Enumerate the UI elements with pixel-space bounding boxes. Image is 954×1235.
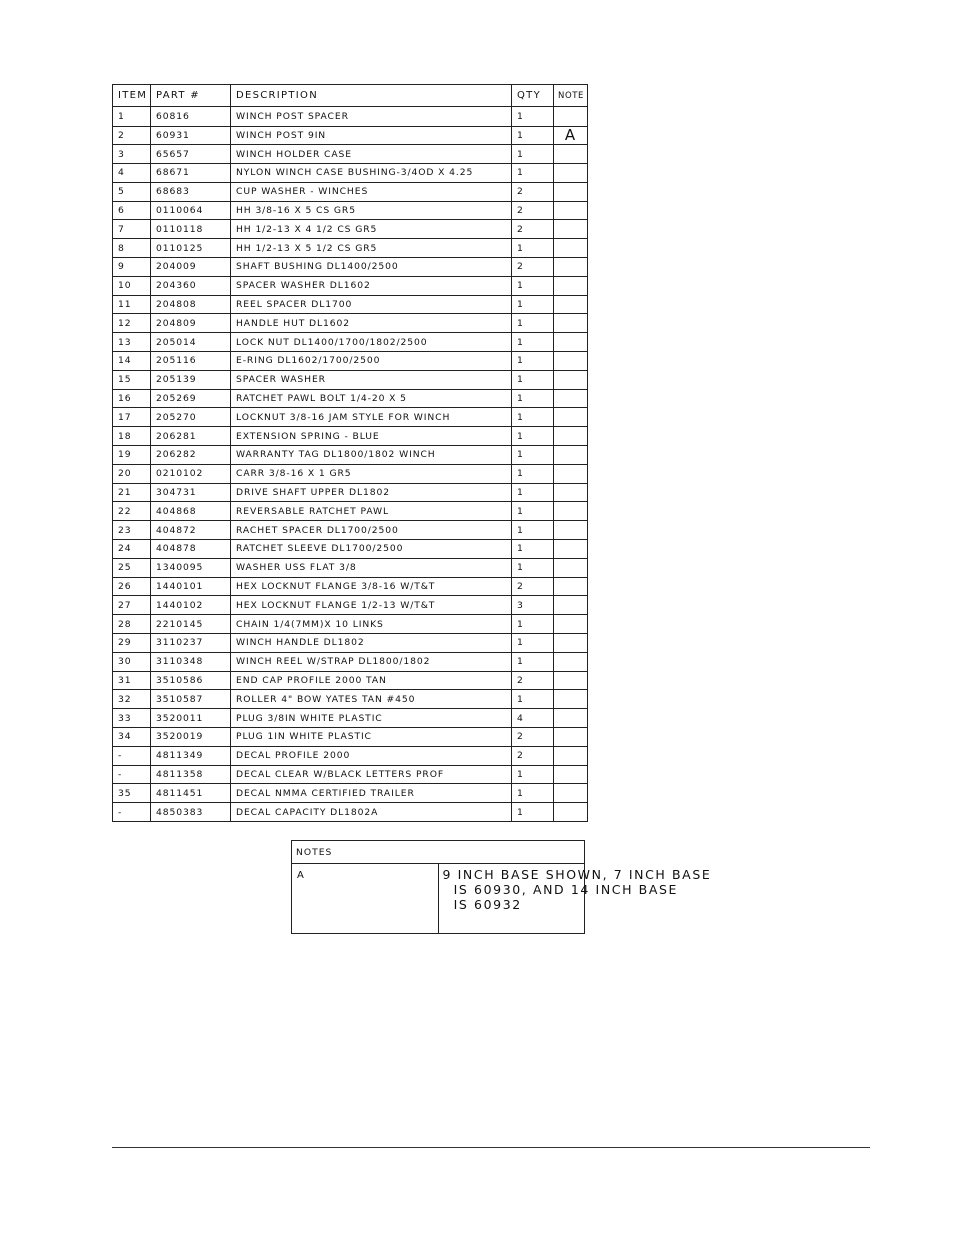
item-cell: 1 [113, 107, 151, 127]
table-row [113, 803, 588, 822]
table-row [113, 333, 588, 352]
part-number-cell: 4811349 [151, 746, 231, 765]
part-number-cell: 3510587 [151, 690, 231, 709]
description-cell: DECAL CAPACITY DL1802A [231, 803, 512, 822]
description-cell: SPACER WASHER [231, 370, 512, 389]
note-cell [554, 408, 588, 427]
qty-cell: 1 [512, 690, 554, 709]
part-number-cell: 205269 [151, 389, 231, 408]
table-row [113, 314, 588, 333]
part-number-cell: 404868 [151, 502, 231, 521]
description-cell: HANDLE HUT DL1602 [231, 314, 512, 333]
item-cell: - [113, 746, 151, 765]
table-row [113, 164, 588, 183]
qty-cell: 2 [512, 728, 554, 747]
description-cell: REVERSABLE RATCHET PAWL [231, 502, 512, 521]
description-cell: END CAP PROFILE 2000 TAN [231, 671, 512, 690]
part-number-cell: 404878 [151, 540, 231, 559]
note-cell [554, 652, 588, 671]
item-cell: 26 [113, 577, 151, 596]
table-row [113, 126, 588, 145]
item-cell: 25 [113, 558, 151, 577]
description-cell: RATCHET SLEEVE DL1700/2500 [231, 540, 512, 559]
item-cell: 19 [113, 446, 151, 465]
header-qty: QTY [512, 85, 554, 107]
table-row [113, 389, 588, 408]
table-row [113, 408, 588, 427]
note-cell [554, 483, 588, 502]
item-cell: 30 [113, 652, 151, 671]
table-row [113, 239, 588, 258]
note-cell [554, 464, 588, 483]
note-cell [554, 784, 588, 803]
part-number-cell: 65657 [151, 145, 231, 164]
table-row [113, 746, 588, 765]
part-number-cell: 4811451 [151, 784, 231, 803]
description-cell: WARRANTY TAG DL1800/1802 WINCH [231, 446, 512, 465]
qty-cell: 1 [512, 164, 554, 183]
item-cell: 8 [113, 239, 151, 258]
description-cell: HH 1/2-13 X 5 1/2 CS GR5 [231, 239, 512, 258]
note-cell [554, 389, 588, 408]
item-cell: 20 [113, 464, 151, 483]
table-row [113, 107, 588, 127]
description-cell: E-RING DL1602/1700/2500 [231, 352, 512, 371]
item-cell: 6 [113, 201, 151, 220]
qty-cell: 1 [512, 107, 554, 127]
table-row [113, 295, 588, 314]
part-number-cell: 1340095 [151, 558, 231, 577]
part-number-cell: 4811358 [151, 765, 231, 784]
note-cell [554, 201, 588, 220]
part-number-cell: 205270 [151, 408, 231, 427]
qty-cell: 2 [512, 746, 554, 765]
table-row [113, 596, 588, 615]
part-number-cell: 68683 [151, 182, 231, 201]
item-cell: 27 [113, 596, 151, 615]
description-cell: DECAL CLEAR W/BLACK LETTERS PROF [231, 765, 512, 784]
note-text: 9 INCH BASE SHOWN, 7 INCH BASE IS 60930, AND 14 INCH BASE IS 60932 [438, 864, 585, 934]
item-cell: 4 [113, 164, 151, 183]
item-cell: - [113, 803, 151, 822]
qty-cell: 1 [512, 540, 554, 559]
description-cell: DECAL NMMA CERTIFIED TRAILER [231, 784, 512, 803]
table-row [113, 540, 588, 559]
part-number-cell: 68671 [151, 164, 231, 183]
description-cell: EXTENSION SPRING - BLUE [231, 427, 512, 446]
part-number-cell: 3520011 [151, 709, 231, 728]
qty-cell: 1 [512, 803, 554, 822]
note-cell [554, 370, 588, 389]
item-cell: 10 [113, 276, 151, 295]
note-cell [554, 239, 588, 258]
part-number-cell: 60931 [151, 126, 231, 145]
description-cell: WINCH POST SPACER [231, 107, 512, 127]
description-cell: CUP WASHER - WINCHES [231, 182, 512, 201]
description-cell: PLUG 1IN WHITE PLASTIC [231, 728, 512, 747]
note-cell [554, 671, 588, 690]
table-row [113, 634, 588, 653]
qty-cell: 1 [512, 314, 554, 333]
note-row [292, 864, 585, 934]
item-cell: 35 [113, 784, 151, 803]
description-cell: SHAFT BUSHING DL1400/2500 [231, 258, 512, 277]
note-cell [554, 446, 588, 465]
notes-table [291, 840, 712, 934]
description-cell: HEX LOCKNUT FLANGE 3/8-16 W/T&T [231, 577, 512, 596]
part-number-cell: 0110064 [151, 201, 231, 220]
note-key: A [292, 864, 439, 934]
item-cell: 18 [113, 427, 151, 446]
qty-cell: 1 [512, 502, 554, 521]
description-cell: WINCH HOLDER CASE [231, 145, 512, 164]
parts-list-table [112, 84, 588, 822]
qty-cell: 1 [512, 784, 554, 803]
note-cell [554, 182, 588, 201]
part-number-cell: 205116 [151, 352, 231, 371]
table-row [113, 652, 588, 671]
item-cell: 29 [113, 634, 151, 653]
part-number-cell: 204360 [151, 276, 231, 295]
note-cell [554, 145, 588, 164]
part-number-cell: 205139 [151, 370, 231, 389]
part-number-cell: 204808 [151, 295, 231, 314]
description-cell: HEX LOCKNUT FLANGE 1/2-13 W/T&T [231, 596, 512, 615]
table-row [113, 615, 588, 634]
item-cell: 31 [113, 671, 151, 690]
qty-cell: 1 [512, 126, 554, 145]
part-number-cell: 304731 [151, 483, 231, 502]
part-number-cell: 204009 [151, 258, 231, 277]
item-cell: 17 [113, 408, 151, 427]
table-row [113, 220, 588, 239]
qty-cell: 1 [512, 558, 554, 577]
part-number-cell: 2210145 [151, 615, 231, 634]
note-cell [554, 596, 588, 615]
note-cell [554, 164, 588, 183]
note-cell [554, 709, 588, 728]
table-row [113, 521, 588, 540]
description-cell: CARR 3/8-16 X 1 GR5 [231, 464, 512, 483]
header-note: NOTE [554, 85, 588, 107]
qty-cell: 2 [512, 671, 554, 690]
table-row [113, 709, 588, 728]
qty-cell: 1 [512, 333, 554, 352]
note-cell [554, 765, 588, 784]
description-cell: LOCKNUT 3/8-16 JAM STYLE FOR WINCH [231, 408, 512, 427]
table-row [113, 276, 588, 295]
qty-cell: 1 [512, 427, 554, 446]
note-cell [554, 558, 588, 577]
item-cell: 12 [113, 314, 151, 333]
part-number-cell: 206281 [151, 427, 231, 446]
item-cell: 11 [113, 295, 151, 314]
note-cell: A [554, 126, 588, 145]
notes-header: NOTES [292, 841, 585, 864]
header-item: ITEM [113, 85, 151, 107]
parts-table-header-row [113, 85, 588, 107]
qty-cell: 1 [512, 521, 554, 540]
item-cell: 32 [113, 690, 151, 709]
note-cell [554, 258, 588, 277]
qty-cell: 1 [512, 652, 554, 671]
note-cell [554, 314, 588, 333]
table-row [113, 502, 588, 521]
description-cell: NYLON WINCH CASE BUSHING-3/4OD X 4.25 [231, 164, 512, 183]
description-cell: WINCH POST 9IN [231, 126, 512, 145]
qty-cell: 1 [512, 446, 554, 465]
qty-cell: 1 [512, 276, 554, 295]
description-cell: SPACER WASHER DL1602 [231, 276, 512, 295]
table-row [113, 182, 588, 201]
part-number-cell: 206282 [151, 446, 231, 465]
table-row [113, 352, 588, 371]
item-cell: 16 [113, 389, 151, 408]
qty-cell: 2 [512, 220, 554, 239]
item-cell: 7 [113, 220, 151, 239]
description-cell: HH 1/2-13 X 4 1/2 CS GR5 [231, 220, 512, 239]
description-cell: WINCH REEL W/STRAP DL1800/1802 [231, 652, 512, 671]
note-cell [554, 803, 588, 822]
part-number-cell: 60816 [151, 107, 231, 127]
description-cell: WINCH HANDLE DL1802 [231, 634, 512, 653]
qty-cell: 1 [512, 352, 554, 371]
description-cell: REEL SPACER DL1700 [231, 295, 512, 314]
qty-cell: 1 [512, 483, 554, 502]
note-cell [554, 690, 588, 709]
description-cell: PLUG 3/8IN WHITE PLASTIC [231, 709, 512, 728]
qty-cell: 2 [512, 201, 554, 220]
table-row [113, 145, 588, 164]
part-number-cell: 3510586 [151, 671, 231, 690]
note-cell [554, 634, 588, 653]
table-row [113, 690, 588, 709]
part-number-cell: 1440101 [151, 577, 231, 596]
item-cell: 21 [113, 483, 151, 502]
qty-cell: 1 [512, 765, 554, 784]
table-row [113, 765, 588, 784]
item-cell: 23 [113, 521, 151, 540]
note-cell [554, 577, 588, 596]
qty-cell: 1 [512, 615, 554, 634]
footer-divider [112, 1147, 870, 1148]
item-cell: 9 [113, 258, 151, 277]
description-cell: HH 3/8-16 X 5 CS GR5 [231, 201, 512, 220]
note-cell [554, 107, 588, 127]
note-cell [554, 521, 588, 540]
table-row [113, 671, 588, 690]
note-cell [554, 220, 588, 239]
table-row [113, 201, 588, 220]
table-row [113, 558, 588, 577]
qty-cell: 3 [512, 596, 554, 615]
note-cell [554, 728, 588, 747]
notes-header-row [292, 841, 585, 864]
item-cell: 13 [113, 333, 151, 352]
header-part-number: PART # [151, 85, 231, 107]
item-cell: 3 [113, 145, 151, 164]
description-cell: LOCK NUT DL1400/1700/1802/2500 [231, 333, 512, 352]
item-cell: 28 [113, 615, 151, 634]
qty-cell: 1 [512, 145, 554, 164]
description-cell: DRIVE SHAFT UPPER DL1802 [231, 483, 512, 502]
description-cell: RACHET SPACER DL1700/2500 [231, 521, 512, 540]
part-number-cell: 0110125 [151, 239, 231, 258]
table-row [113, 258, 588, 277]
part-number-cell: 1440102 [151, 596, 231, 615]
part-number-cell: 3110348 [151, 652, 231, 671]
note-cell [554, 333, 588, 352]
part-number-cell: 4850383 [151, 803, 231, 822]
item-cell: 14 [113, 352, 151, 371]
part-number-cell: 404872 [151, 521, 231, 540]
item-cell: 5 [113, 182, 151, 201]
table-row [113, 728, 588, 747]
description-cell: DECAL PROFILE 2000 [231, 746, 512, 765]
qty-cell: 1 [512, 408, 554, 427]
note-cell [554, 746, 588, 765]
note-cell [554, 276, 588, 295]
table-row [113, 483, 588, 502]
qty-cell: 1 [512, 239, 554, 258]
note-cell [554, 427, 588, 446]
item-cell: 2 [113, 126, 151, 145]
note-cell [554, 540, 588, 559]
header-description: DESCRIPTION [231, 85, 512, 107]
part-number-cell: 0110118 [151, 220, 231, 239]
item-cell: 22 [113, 502, 151, 521]
qty-cell: 1 [512, 370, 554, 389]
table-row [113, 370, 588, 389]
item-cell: 33 [113, 709, 151, 728]
item-cell: - [113, 765, 151, 784]
table-row [113, 577, 588, 596]
table-row [113, 427, 588, 446]
qty-cell: 2 [512, 577, 554, 596]
item-cell: 15 [113, 370, 151, 389]
qty-cell: 2 [512, 258, 554, 277]
description-cell: CHAIN 1/4(7MM)X 10 LINKS [231, 615, 512, 634]
qty-cell: 2 [512, 182, 554, 201]
parts-table-body [113, 107, 588, 822]
item-cell: 34 [113, 728, 151, 747]
item-cell: 24 [113, 540, 151, 559]
qty-cell: 1 [512, 464, 554, 483]
description-cell: WASHER USS FLAT 3/8 [231, 558, 512, 577]
table-row [113, 446, 588, 465]
part-number-cell: 0210102 [151, 464, 231, 483]
description-cell: RATCHET PAWL BOLT 1/4-20 X 5 [231, 389, 512, 408]
note-cell [554, 615, 588, 634]
part-number-cell: 3110237 [151, 634, 231, 653]
table-row [113, 464, 588, 483]
part-number-cell: 205014 [151, 333, 231, 352]
note-cell [554, 295, 588, 314]
qty-cell: 1 [512, 634, 554, 653]
description-cell: ROLLER 4" BOW YATES TAN #450 [231, 690, 512, 709]
part-number-cell: 204809 [151, 314, 231, 333]
note-cell [554, 502, 588, 521]
qty-cell: 1 [512, 389, 554, 408]
qty-cell: 1 [512, 295, 554, 314]
table-row [113, 784, 588, 803]
part-number-cell: 3520019 [151, 728, 231, 747]
note-cell [554, 352, 588, 371]
qty-cell: 4 [512, 709, 554, 728]
